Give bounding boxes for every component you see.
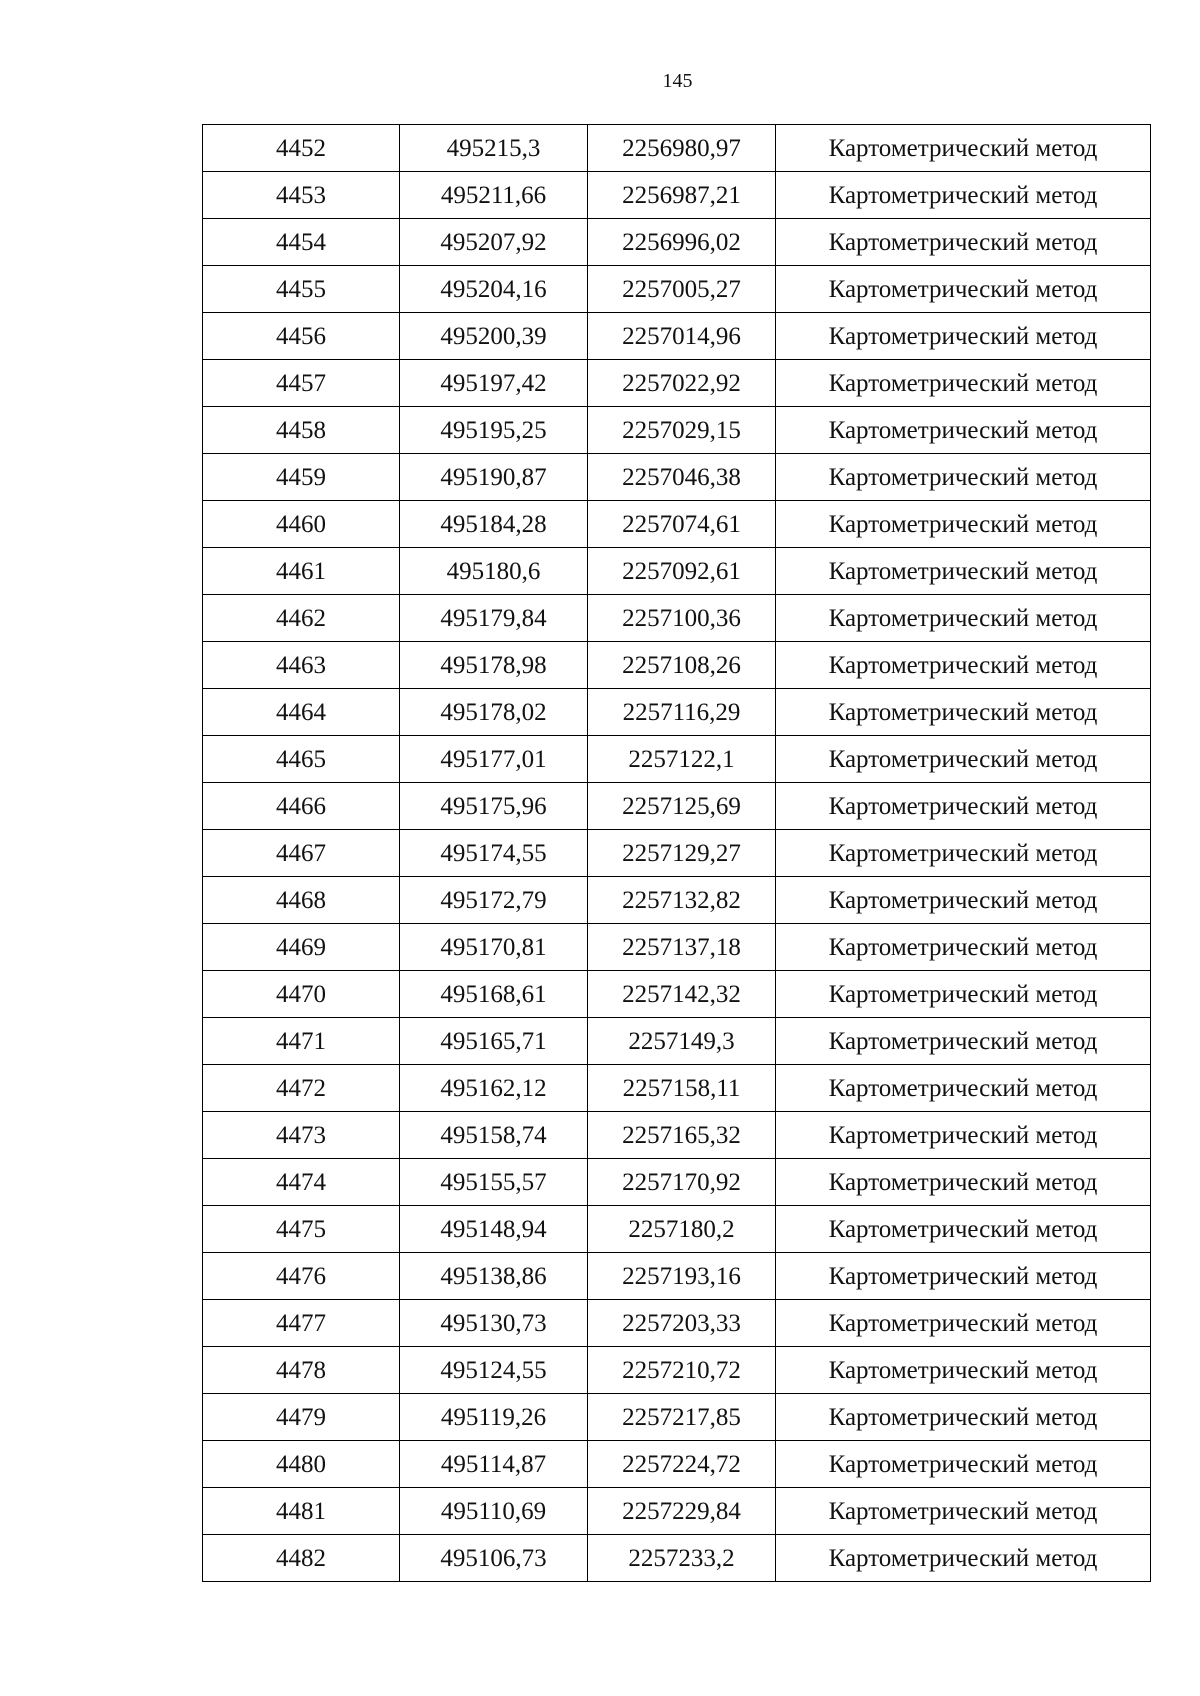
point-number-cell: 4463: [203, 642, 400, 689]
y-coordinate-cell: 2257210,72: [588, 1347, 776, 1394]
method-cell: Картометрический метод: [776, 736, 1151, 783]
table-row: [203, 595, 1151, 642]
point-number-cell: 4471: [203, 1018, 400, 1065]
method-cell: Картометрический метод: [776, 172, 1151, 219]
point-number-cell: 4456: [203, 313, 400, 360]
x-coordinate-cell: 495168,61: [400, 971, 588, 1018]
y-coordinate-cell: 2257224,72: [588, 1441, 776, 1488]
method-cell: Картометрический метод: [776, 266, 1151, 313]
x-coordinate-cell: 495180,6: [400, 548, 588, 595]
y-coordinate-cell: 2256987,21: [588, 172, 776, 219]
point-number-cell: 4452: [203, 125, 400, 172]
table-row: [203, 736, 1151, 783]
coordinates-table: [202, 124, 1151, 1582]
y-coordinate-cell: 2257100,36: [588, 595, 776, 642]
x-coordinate-cell: 495204,16: [400, 266, 588, 313]
method-cell: Картометрический метод: [776, 548, 1151, 595]
y-coordinate-cell: 2257142,32: [588, 971, 776, 1018]
y-coordinate-cell: 2256996,02: [588, 219, 776, 266]
method-cell: Картометрический метод: [776, 360, 1151, 407]
method-cell: Картометрический метод: [776, 1488, 1151, 1535]
method-cell: Картометрический метод: [776, 595, 1151, 642]
method-cell: Картометрический метод: [776, 689, 1151, 736]
point-number-cell: 4454: [203, 219, 400, 266]
table-row: [203, 1441, 1151, 1488]
method-cell: Картометрический метод: [776, 1112, 1151, 1159]
y-coordinate-cell: 2257217,85: [588, 1394, 776, 1441]
table-row: [203, 360, 1151, 407]
x-coordinate-cell: 495179,84: [400, 595, 588, 642]
y-coordinate-cell: 2257014,96: [588, 313, 776, 360]
y-coordinate-cell: 2257122,1: [588, 736, 776, 783]
coordinates-table-body: [203, 125, 1151, 1582]
y-coordinate-cell: 2257203,33: [588, 1300, 776, 1347]
table-row: [203, 1065, 1151, 1112]
table-row: [203, 1159, 1151, 1206]
y-coordinate-cell: 2257116,29: [588, 689, 776, 736]
y-coordinate-cell: 2257180,2: [588, 1206, 776, 1253]
table-row: [203, 407, 1151, 454]
point-number-cell: 4481: [203, 1488, 400, 1535]
y-coordinate-cell: 2257193,16: [588, 1253, 776, 1300]
table-row: [203, 1300, 1151, 1347]
x-coordinate-cell: 495177,01: [400, 736, 588, 783]
x-coordinate-cell: 495211,66: [400, 172, 588, 219]
x-coordinate-cell: 495114,87: [400, 1441, 588, 1488]
table-row: [203, 1206, 1151, 1253]
x-coordinate-cell: 495175,96: [400, 783, 588, 830]
x-coordinate-cell: 495110,69: [400, 1488, 588, 1535]
x-coordinate-cell: 495178,98: [400, 642, 588, 689]
y-coordinate-cell: 2257092,61: [588, 548, 776, 595]
y-coordinate-cell: 2257233,2: [588, 1535, 776, 1582]
method-cell: Картометрический метод: [776, 877, 1151, 924]
y-coordinate-cell: 2257005,27: [588, 266, 776, 313]
x-coordinate-cell: 495174,55: [400, 830, 588, 877]
y-coordinate-cell: 2257125,69: [588, 783, 776, 830]
table-row: [203, 971, 1151, 1018]
point-number-cell: 4460: [203, 501, 400, 548]
x-coordinate-cell: 495184,28: [400, 501, 588, 548]
x-coordinate-cell: 495190,87: [400, 454, 588, 501]
x-coordinate-cell: 495165,71: [400, 1018, 588, 1065]
method-cell: Картометрический метод: [776, 1347, 1151, 1394]
point-number-cell: 4459: [203, 454, 400, 501]
y-coordinate-cell: 2257029,15: [588, 407, 776, 454]
table-row: [203, 783, 1151, 830]
table-row: [203, 548, 1151, 595]
table-row: [203, 501, 1151, 548]
y-coordinate-cell: 2257229,84: [588, 1488, 776, 1535]
x-coordinate-cell: 495170,81: [400, 924, 588, 971]
point-number-cell: 4480: [203, 1441, 400, 1488]
x-coordinate-cell: 495197,42: [400, 360, 588, 407]
table-row: [203, 1018, 1151, 1065]
point-number-cell: 4467: [203, 830, 400, 877]
x-coordinate-cell: 495162,12: [400, 1065, 588, 1112]
y-coordinate-cell: 2257165,32: [588, 1112, 776, 1159]
point-number-cell: 4470: [203, 971, 400, 1018]
method-cell: Картометрический метод: [776, 783, 1151, 830]
method-cell: Картометрический метод: [776, 1206, 1151, 1253]
y-coordinate-cell: 2257129,27: [588, 830, 776, 877]
page-number: 145: [662, 70, 693, 92]
x-coordinate-cell: 495172,79: [400, 877, 588, 924]
point-number-cell: 4462: [203, 595, 400, 642]
y-coordinate-cell: 2257158,11: [588, 1065, 776, 1112]
method-cell: Картометрический метод: [776, 1065, 1151, 1112]
method-cell: Картометрический метод: [776, 642, 1151, 689]
point-number-cell: 4478: [203, 1347, 400, 1394]
method-cell: Картометрический метод: [776, 219, 1151, 266]
method-cell: Картометрический метод: [776, 501, 1151, 548]
method-cell: Картометрический метод: [776, 125, 1151, 172]
x-coordinate-cell: 495124,55: [400, 1347, 588, 1394]
method-cell: Картометрический метод: [776, 1018, 1151, 1065]
table-row: [203, 1112, 1151, 1159]
x-coordinate-cell: 495178,02: [400, 689, 588, 736]
method-cell: Картометрический метод: [776, 971, 1151, 1018]
table-row: [203, 1535, 1151, 1582]
table-row: [203, 266, 1151, 313]
table-row: [203, 1253, 1151, 1300]
method-cell: Картометрический метод: [776, 454, 1151, 501]
point-number-cell: 4474: [203, 1159, 400, 1206]
table-row: [203, 172, 1151, 219]
point-number-cell: 4464: [203, 689, 400, 736]
point-number-cell: 4482: [203, 1535, 400, 1582]
method-cell: Картометрический метод: [776, 1441, 1151, 1488]
table-row: [203, 830, 1151, 877]
point-number-cell: 4469: [203, 924, 400, 971]
y-coordinate-cell: 2257170,92: [588, 1159, 776, 1206]
y-coordinate-cell: 2257022,92: [588, 360, 776, 407]
x-coordinate-cell: 495138,86: [400, 1253, 588, 1300]
point-number-cell: 4472: [203, 1065, 400, 1112]
point-number-cell: 4468: [203, 877, 400, 924]
point-number-cell: 4477: [203, 1300, 400, 1347]
point-number-cell: 4461: [203, 548, 400, 595]
method-cell: Картометрический метод: [776, 924, 1151, 971]
point-number-cell: 4466: [203, 783, 400, 830]
x-coordinate-cell: 495130,73: [400, 1300, 588, 1347]
x-coordinate-cell: 495207,92: [400, 219, 588, 266]
method-cell: Картометрический метод: [776, 1394, 1151, 1441]
point-number-cell: 4453: [203, 172, 400, 219]
x-coordinate-cell: 495119,26: [400, 1394, 588, 1441]
y-coordinate-cell: 2257149,3: [588, 1018, 776, 1065]
method-cell: Картометрический метод: [776, 313, 1151, 360]
table-row: [203, 689, 1151, 736]
table-row: [203, 642, 1151, 689]
x-coordinate-cell: 495195,25: [400, 407, 588, 454]
x-coordinate-cell: 495200,39: [400, 313, 588, 360]
x-coordinate-cell: 495215,3: [400, 125, 588, 172]
y-coordinate-cell: 2257108,26: [588, 642, 776, 689]
x-coordinate-cell: 495158,74: [400, 1112, 588, 1159]
x-coordinate-cell: 495155,57: [400, 1159, 588, 1206]
y-coordinate-cell: 2256980,97: [588, 125, 776, 172]
method-cell: Картометрический метод: [776, 830, 1151, 877]
table-row: [203, 313, 1151, 360]
method-cell: Картометрический метод: [776, 1159, 1151, 1206]
x-coordinate-cell: 495148,94: [400, 1206, 588, 1253]
y-coordinate-cell: 2257046,38: [588, 454, 776, 501]
x-coordinate-cell: 495106,73: [400, 1535, 588, 1582]
table-row: [203, 924, 1151, 971]
table-row: [203, 454, 1151, 501]
point-number-cell: 4479: [203, 1394, 400, 1441]
table-row: [203, 125, 1151, 172]
table-row: [203, 877, 1151, 924]
y-coordinate-cell: 2257132,82: [588, 877, 776, 924]
y-coordinate-cell: 2257074,61: [588, 501, 776, 548]
table-row: [203, 1347, 1151, 1394]
point-number-cell: 4465: [203, 736, 400, 783]
point-number-cell: 4476: [203, 1253, 400, 1300]
point-number-cell: 4457: [203, 360, 400, 407]
method-cell: Картометрический метод: [776, 1535, 1151, 1582]
point-number-cell: 4455: [203, 266, 400, 313]
method-cell: Картометрический метод: [776, 1253, 1151, 1300]
point-number-cell: 4458: [203, 407, 400, 454]
table-row: [203, 1488, 1151, 1535]
y-coordinate-cell: 2257137,18: [588, 924, 776, 971]
point-number-cell: 4473: [203, 1112, 400, 1159]
method-cell: Картометрический метод: [776, 407, 1151, 454]
table-row: [203, 219, 1151, 266]
method-cell: Картометрический метод: [776, 1300, 1151, 1347]
point-number-cell: 4475: [203, 1206, 400, 1253]
table-row: [203, 1394, 1151, 1441]
